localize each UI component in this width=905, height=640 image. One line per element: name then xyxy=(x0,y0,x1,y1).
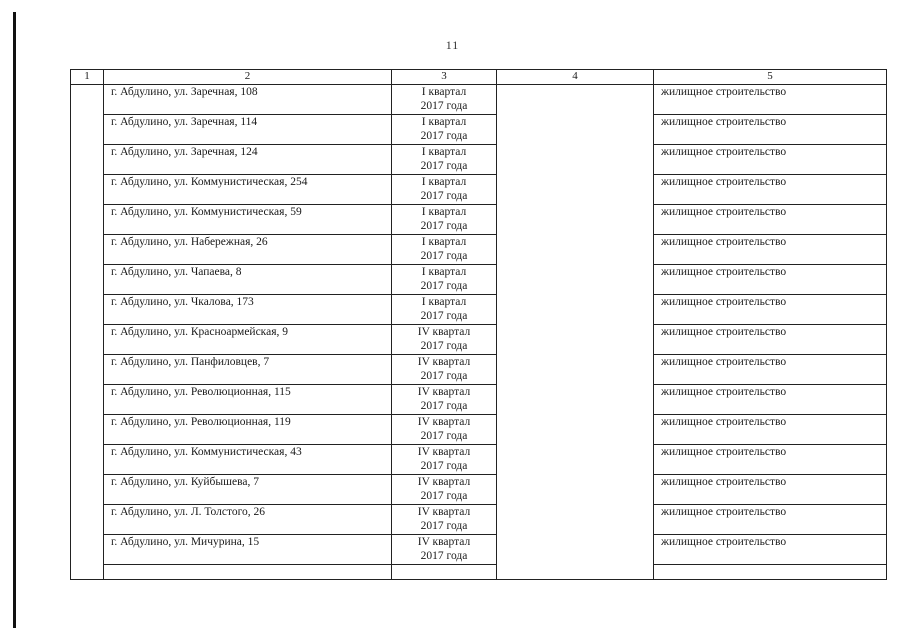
year-text: 2017 года xyxy=(420,250,468,262)
purpose-cell: жилищное строительство xyxy=(654,505,887,535)
empty-cell xyxy=(497,535,654,565)
deadline-cell xyxy=(392,205,497,235)
deadline-cell xyxy=(392,385,497,415)
table-row xyxy=(71,115,887,145)
quarter-text: I квартал xyxy=(421,296,467,308)
row-number-cell xyxy=(71,115,104,145)
row-number-cell xyxy=(71,235,104,265)
purpose-cell: жилищное строительство xyxy=(654,235,887,265)
table-row xyxy=(71,355,887,385)
purpose-cell: жилищное строительство xyxy=(654,355,887,385)
empty-cell xyxy=(497,235,654,265)
year-text: 2017 года xyxy=(420,280,468,292)
empty-cell xyxy=(497,385,654,415)
row-number-cell xyxy=(71,415,104,445)
row-number-cell xyxy=(71,145,104,175)
empty-cell xyxy=(497,445,654,475)
deadline-cell xyxy=(392,85,497,115)
purpose-cell: жилищное строительство xyxy=(654,295,887,325)
row-number-cell xyxy=(71,85,104,115)
year-text: 2017 года xyxy=(420,490,468,502)
quarter-text: IV квартал xyxy=(417,386,471,398)
empty-cell xyxy=(497,295,654,325)
empty-cell xyxy=(497,145,654,175)
column-header-4: 4 xyxy=(497,70,654,85)
year-text: 2017 года xyxy=(420,460,468,472)
deadline-cell xyxy=(392,415,497,445)
deadline-cell xyxy=(392,535,497,565)
deadline-cell xyxy=(392,235,497,265)
year-text: 2017 года xyxy=(420,340,468,352)
address-cell: г. Абдулино, ул. Коммунистическая, 43 xyxy=(104,445,392,475)
year-text: 2017 года xyxy=(420,370,468,382)
land-plots-table xyxy=(70,69,887,580)
table-row xyxy=(71,385,887,415)
address-cell: г. Абдулино, ул. Заречная, 114 xyxy=(104,115,392,145)
empty-cell xyxy=(497,355,654,385)
purpose-cell: жилищное строительство xyxy=(654,445,887,475)
row-number-cell xyxy=(71,355,104,385)
scan-binding-edge xyxy=(13,12,16,628)
year-text: 2017 года xyxy=(420,220,468,232)
empty-cell xyxy=(497,205,654,235)
row-number-cell xyxy=(71,175,104,205)
empty-cell xyxy=(497,175,654,205)
address-cell: г. Абдулино, ул. Заречная, 124 xyxy=(104,145,392,175)
empty-cell xyxy=(497,265,654,295)
year-text: 2017 года xyxy=(420,100,468,112)
quarter-text: I квартал xyxy=(421,86,467,98)
purpose-cell: жилищное строительство xyxy=(654,205,887,235)
table-row xyxy=(71,505,887,535)
quarter-text: IV квартал xyxy=(417,446,471,458)
table-row xyxy=(71,235,887,265)
row-number-cell xyxy=(71,385,104,415)
quarter-text: I квартал xyxy=(421,116,467,128)
quarter-text: IV квартал xyxy=(417,476,471,488)
table-row xyxy=(71,535,887,565)
row-number-cell xyxy=(71,445,104,475)
address-cell: г. Абдулино, ул. Коммунистическая, 254 xyxy=(104,175,392,205)
table-row xyxy=(71,295,887,325)
address-cell: г. Абдулино, ул. Чапаева, 8 xyxy=(104,265,392,295)
deadline-cell xyxy=(392,355,497,385)
empty-cell xyxy=(497,475,654,505)
address-cell: г. Абдулино, ул. Заречная, 108 xyxy=(104,85,392,115)
purpose-cell: жилищное строительство xyxy=(654,265,887,295)
quarter-text: IV квартал xyxy=(417,356,471,368)
quarter-text: I квартал xyxy=(421,176,467,188)
address-cell: г. Абдулино, ул. Куйбышева, 7 xyxy=(104,475,392,505)
table-row xyxy=(71,265,887,295)
row-number-cell xyxy=(71,475,104,505)
deadline-cell xyxy=(392,505,497,535)
quarter-text: IV квартал xyxy=(417,536,471,548)
empty-cell xyxy=(497,85,654,115)
table-header-row xyxy=(71,70,887,85)
table-row xyxy=(71,415,887,445)
purpose-cell: жилищное строительство xyxy=(654,85,887,115)
address-cell: г. Абдулино, ул. Панфиловцев, 7 xyxy=(104,355,392,385)
address-cell: г. Абдулино, ул. Коммунистическая, 59 xyxy=(104,205,392,235)
quarter-text: I квартал xyxy=(421,266,467,278)
table-row xyxy=(71,205,887,235)
page-number: 11 xyxy=(445,38,460,52)
address-cell: г. Абдулино, ул. Л. Толстого, 26 xyxy=(104,505,392,535)
deadline-cell xyxy=(392,445,497,475)
address-cell: г. Абдулино, ул. Красноармейская, 9 xyxy=(104,325,392,355)
purpose-cell: жилищное строительство xyxy=(654,415,887,445)
year-text: 2017 года xyxy=(420,190,468,202)
address-cell: г. Абдулино, ул. Набережная, 26 xyxy=(104,235,392,265)
purpose-cell: жилищное строительство xyxy=(654,175,887,205)
deadline-cell xyxy=(392,475,497,505)
table-row xyxy=(71,85,887,115)
quarter-text: I квартал xyxy=(421,206,467,218)
empty-cell xyxy=(497,325,654,355)
purpose-cell: жилищное строительство xyxy=(654,115,887,145)
table-row xyxy=(71,145,887,175)
column-header-5: 5 xyxy=(654,70,887,85)
deadline-cell xyxy=(392,295,497,325)
address-cell: г. Абдулино, ул. Чкалова, 173 xyxy=(104,295,392,325)
row-number-cell xyxy=(71,265,104,295)
column-header-3: 3 xyxy=(392,70,497,85)
year-text: 2017 года xyxy=(420,430,468,442)
row-number-cell xyxy=(71,295,104,325)
row-number-cell xyxy=(71,505,104,535)
address-cell: г. Абдулино, ул. Мичурина, 15 xyxy=(104,535,392,565)
address-cell: г. Абдулино, ул. Революционная, 119 xyxy=(104,415,392,445)
quarter-text: IV квартал xyxy=(417,416,471,428)
column-header-2: 2 xyxy=(104,70,392,85)
row-number-cell xyxy=(71,325,104,355)
table-row xyxy=(71,175,887,205)
column-header-1: 1 xyxy=(71,70,104,85)
table-row xyxy=(71,475,887,505)
year-text: 2017 года xyxy=(420,550,468,562)
table-row xyxy=(71,325,887,355)
year-text: 2017 года xyxy=(420,310,468,322)
deadline-cell xyxy=(392,145,497,175)
purpose-cell: жилищное строительство xyxy=(654,325,887,355)
deadline-cell xyxy=(392,175,497,205)
deadline-cell xyxy=(392,115,497,145)
purpose-cell: жилищное строительство xyxy=(654,475,887,505)
year-text: 2017 года xyxy=(420,160,468,172)
row-number-cell xyxy=(71,205,104,235)
purpose-cell: жилищное строительство xyxy=(654,535,887,565)
table-filler-row xyxy=(71,565,887,580)
year-text: 2017 года xyxy=(420,130,468,142)
purpose-cell: жилищное строительство xyxy=(654,145,887,175)
empty-cell xyxy=(497,505,654,535)
year-text: 2017 года xyxy=(420,520,468,532)
empty-cell xyxy=(497,415,654,445)
address-cell: г. Абдулино, ул. Революционная, 115 xyxy=(104,385,392,415)
deadline-cell xyxy=(392,325,497,355)
table-row xyxy=(71,445,887,475)
quarter-text: IV квартал xyxy=(417,326,471,338)
purpose-cell: жилищное строительство xyxy=(654,385,887,415)
year-text: 2017 года xyxy=(420,400,468,412)
quarter-text: IV квартал xyxy=(417,506,471,518)
empty-cell xyxy=(497,115,654,145)
row-number-cell xyxy=(71,535,104,565)
quarter-text: I квартал xyxy=(421,146,467,158)
deadline-cell xyxy=(392,265,497,295)
quarter-text: I квартал xyxy=(421,236,467,248)
